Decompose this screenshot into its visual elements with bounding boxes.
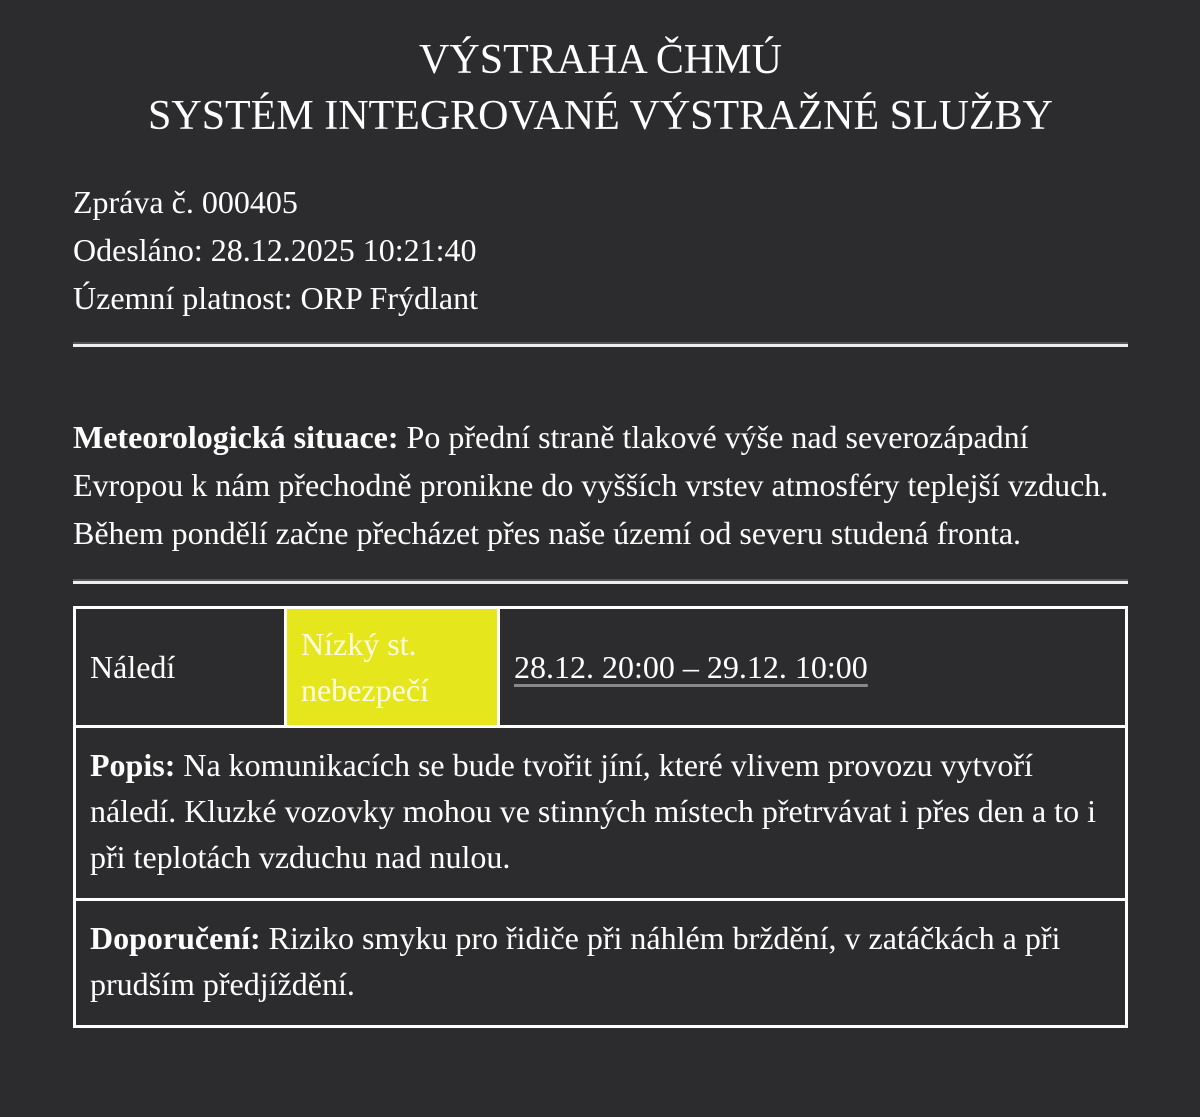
recommendation (75, 900, 1127, 1027)
meteorological-situation (73, 413, 1128, 557)
situation-label: Meteorologická situace: (73, 419, 399, 455)
description (75, 727, 1127, 900)
situation-text: Po přední straně tlakové výše nad severozápadní Evropou k nám přechodně pronikne do vyšších vrstev atmosféry teplejší vzduch. Během pondělí začne přecházet přes naše území od severu studená fronta. (73, 419, 1109, 551)
recommendation-label: Doporučení: (90, 920, 261, 956)
description-label: Popis: (90, 747, 176, 783)
divider (73, 579, 1128, 584)
validity-period-cell (499, 608, 1127, 727)
warning-row (75, 608, 1127, 727)
message-number: Zpráva č. 000405 (73, 184, 298, 220)
divider (73, 342, 1128, 347)
recommendation-row (75, 900, 1127, 1027)
warning-table (73, 606, 1128, 1028)
danger-level-badge: Nízký st. nebezpečí (286, 608, 499, 727)
warning-document (73, 0, 1128, 1028)
title-line-1: VÝSTRAHA ČHMÚ (419, 37, 782, 83)
description-text: Na komunikacích se bude tvořit jíní, které vlivem provozu vytvoří náledí. Kluzké vozovky mohou ve stinných místech přetrvávat i přes den a to i při teplotách vzduchu nad nulou. (90, 747, 1096, 875)
phenomenon: Náledí (75, 608, 286, 727)
sent-time: Odesláno: 28.12.2025 10:21:40 (73, 232, 477, 268)
territory: Územní platnost: ORP Frýdlant (73, 280, 479, 316)
title-line-2: SYSTÉM INTEGROVANÉ VÝSTRAŽNÉ SLUŽBY (148, 93, 1053, 139)
page-title (73, 32, 1128, 144)
validity-period-link[interactable]: 28.12. 20:00 – 29.12. 10:00 (514, 649, 868, 685)
recommendation-text: Riziko smyku pro řidiče při náhlém brždění, v zatáčkách a při prudším předjíždění. (90, 920, 1061, 1002)
description-row (75, 727, 1127, 900)
message-meta (73, 178, 1128, 322)
